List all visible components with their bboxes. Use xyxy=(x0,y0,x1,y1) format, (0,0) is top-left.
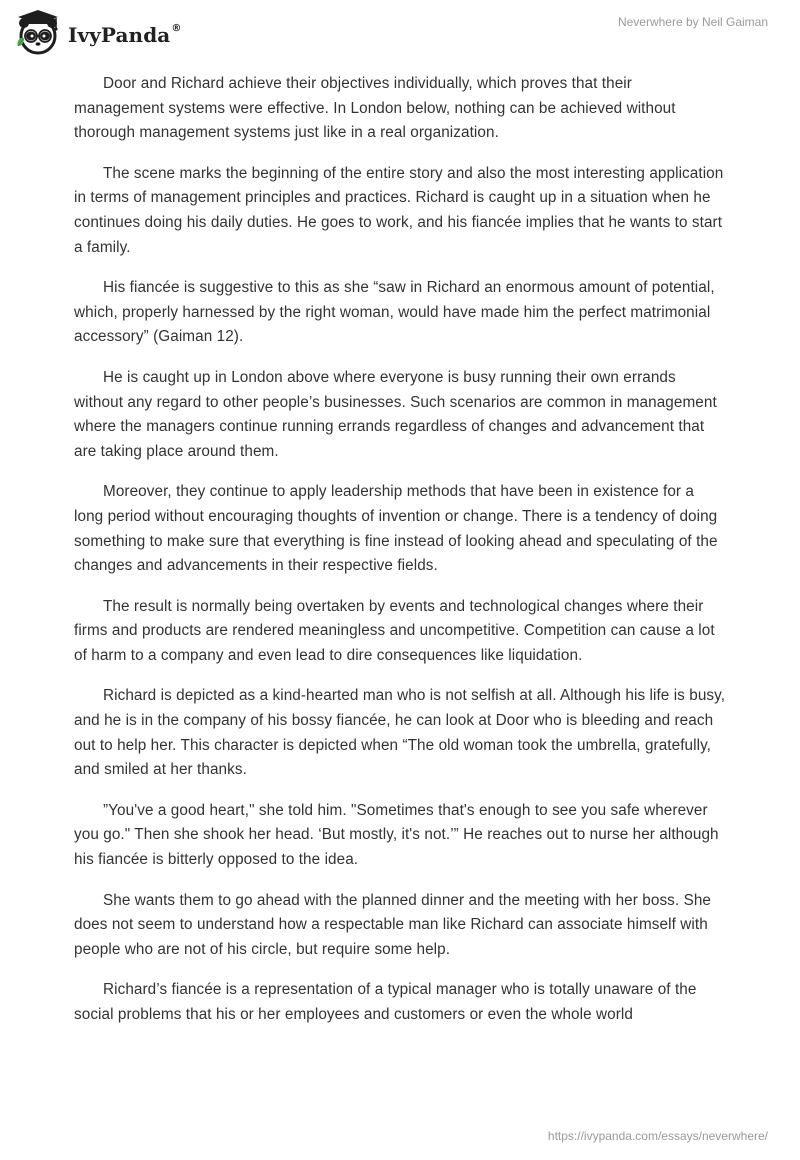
ivypanda-logo[interactable] xyxy=(14,8,181,56)
paragraph: Richard’s fiancée is a representation of a typical manager who is totally unaware of the social problems that his or her employees and customers or even the whole world xyxy=(74,981,697,1023)
paragraph: Moreover, they continue to apply leadership methods that have been in existence for a long period without encouraging thoughts of invention or change. There is a tendency of doing something to make sure that everything is fine instead of looking ahead and speculating of the changes and advancements in their respective fields. xyxy=(74,483,718,575)
paragraph: The result is normally being overtaken by events and technological changes where their firms and products are rendered meaningless and uncompetitive. Competition can cause a lot of harm to a company and even lead to dire consequences like liquidation. xyxy=(74,597,715,664)
paragraph: He is caught up in London above where everyone is busy running their own errands without any regard to other people’s businesses. Such scenarios are common in management where the managers continue running errands regardless of changes and advancement that are taking place around them. xyxy=(74,368,717,460)
paragraph: Door and Richard achieve their objectives individually, which proves that their management systems were effective. In London below, nothing can be achieved without thorough management systems just like in a real organization. xyxy=(74,75,676,142)
page-header xyxy=(0,0,800,70)
panda-graduate-icon xyxy=(14,8,62,56)
paragraph: ”You've a good heart," she told him. "Sometimes that's enough to see you safe wherever you go." Then she shook her head. ‘But mostly, it's not.’” He reaches out to nurse her although his fiancée is bitterly opposed to the idea. xyxy=(74,801,719,869)
paragraph: The scene marks the beginning of the entire story and also the most interesting application in terms of management principles and practices. Richard is caught up in a situation when he continues doing his daily duties. He goes to work, and his fiancée implies that he wants to start a family. xyxy=(74,164,724,256)
paragraph: Richard is depicted as a kind-hearted man who is not selfish at all. Although his life is busy, and he is in the company of his bossy fiancée, he can look at Door who is bleeding and reach out to help her. This character is depicted when “The old woman took the umbrella, gratefully, and smiled at her thanks. xyxy=(74,687,726,779)
essay-body xyxy=(74,72,726,1044)
document-title: Neverwhere by Neil Gaiman xyxy=(617,15,768,29)
brand-name: IvyPanda® xyxy=(68,23,182,47)
paragraph: She wants them to go ahead with the planned dinner and the meeting with her boss. She does not seem to understand how a respectable man like Richard can associate himself with people who are not of his circle, but require some help. xyxy=(74,891,712,958)
registered-mark: ® xyxy=(171,23,182,35)
source-url[interactable]: https://ivypanda.com/essays/neverwhere/ xyxy=(547,1129,768,1143)
paragraph: His fiancée is suggestive to this as she “saw in Richard an enormous amount of potential, which, properly harnessed by the right woman, would have made him the perfect matrimonial accessory” (Gaiman 12). xyxy=(74,279,715,346)
